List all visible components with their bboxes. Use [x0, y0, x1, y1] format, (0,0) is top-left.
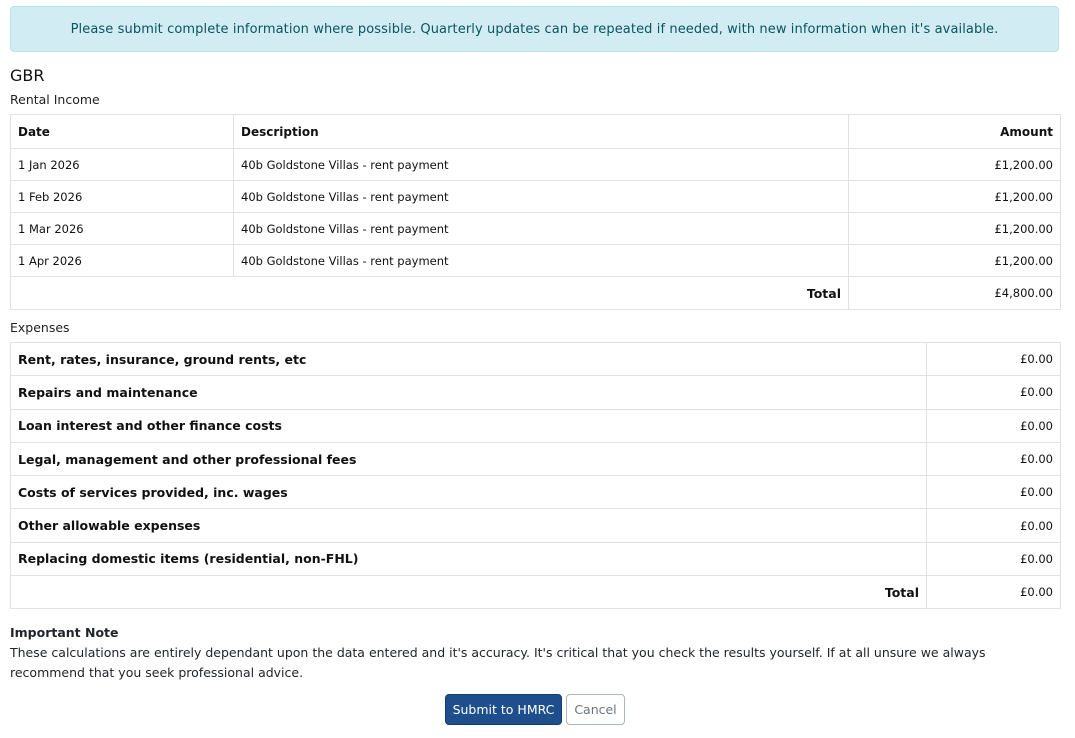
expense-amount: £0.00 — [927, 376, 1061, 409]
income-amount: £1,200.00 — [849, 149, 1061, 181]
income-amount: £1,200.00 — [849, 245, 1061, 277]
income-date: 1 Apr 2026 — [11, 245, 234, 277]
total-row — [11, 277, 1061, 310]
table-header-row — [11, 115, 1061, 149]
table-row — [11, 376, 1061, 409]
column-header-amount: Amount — [849, 115, 1061, 149]
expense-amount: £0.00 — [927, 509, 1061, 542]
expense-name: Loan interest and other finance costs — [11, 409, 927, 442]
table-row — [11, 181, 1061, 213]
income-date: 1 Mar 2026 — [11, 213, 234, 245]
expense-amount: £0.00 — [927, 542, 1061, 575]
cancel-button[interactable]: Cancel — [566, 694, 625, 725]
expenses-table — [10, 342, 1061, 609]
expenses-total-label: Total — [11, 576, 927, 609]
table-row — [11, 509, 1061, 542]
table-row — [11, 343, 1061, 376]
rental-income-table — [10, 114, 1061, 310]
expense-name: Legal, management and other professional fees — [11, 442, 927, 475]
income-description: 40b Goldstone Villas - rent payment — [234, 245, 849, 277]
expenses-total-amount: £0.00 — [927, 576, 1061, 609]
income-total-label: Total — [11, 277, 849, 310]
income-date: 1 Jan 2026 — [11, 149, 234, 181]
table-row — [11, 409, 1061, 442]
table-row — [11, 149, 1061, 181]
income-date: 1 Feb 2026 — [11, 181, 234, 213]
income-description: 40b Goldstone Villas - rent payment — [234, 213, 849, 245]
income-amount: £1,200.00 — [849, 213, 1061, 245]
income-total-amount: £4,800.00 — [849, 277, 1061, 310]
column-header-date: Date — [11, 115, 234, 149]
rental-income-label: Rental Income — [10, 92, 100, 107]
important-note-text: These calculations are entirely dependant upon the data entered and it's accuracy. It's critical that you check the results yourself. If at all unsure we always recommend that you seek professional advice. — [10, 645, 986, 680]
expense-amount: £0.00 — [927, 442, 1061, 475]
expense-name: Repairs and maintenance — [11, 376, 927, 409]
submit-to-hmrc-button[interactable]: Submit to HMRC — [445, 694, 562, 725]
expense-name: Rent, rates, insurance, ground rents, etc — [11, 343, 927, 376]
table-row — [11, 476, 1061, 509]
income-description: 40b Goldstone Villas - rent payment — [234, 181, 849, 213]
table-row — [11, 213, 1061, 245]
expense-name: Other allowable expenses — [11, 509, 927, 542]
table-row — [11, 542, 1061, 575]
info-alert-text: Please submit complete information where possible. Quarterly updates can be repeated if needed, with new information when it's available. — [70, 21, 999, 37]
income-description: 40b Goldstone Villas - rent payment — [234, 149, 849, 181]
info-alert — [10, 6, 1059, 52]
expenses-label: Expenses — [10, 320, 70, 335]
expense-amount: £0.00 — [927, 343, 1061, 376]
important-note-title: Important Note — [10, 625, 119, 640]
expense-name: Replacing domestic items (residential, non-FHL) — [11, 542, 927, 575]
total-row — [11, 576, 1061, 609]
income-amount: £1,200.00 — [849, 181, 1061, 213]
table-row — [11, 245, 1061, 277]
table-row — [11, 442, 1061, 475]
expense-amount: £0.00 — [927, 476, 1061, 509]
country-heading: GBR — [10, 66, 45, 85]
column-header-description: Description — [234, 115, 849, 149]
expense-name: Costs of services provided, inc. wages — [11, 476, 927, 509]
expense-amount: £0.00 — [927, 409, 1061, 442]
